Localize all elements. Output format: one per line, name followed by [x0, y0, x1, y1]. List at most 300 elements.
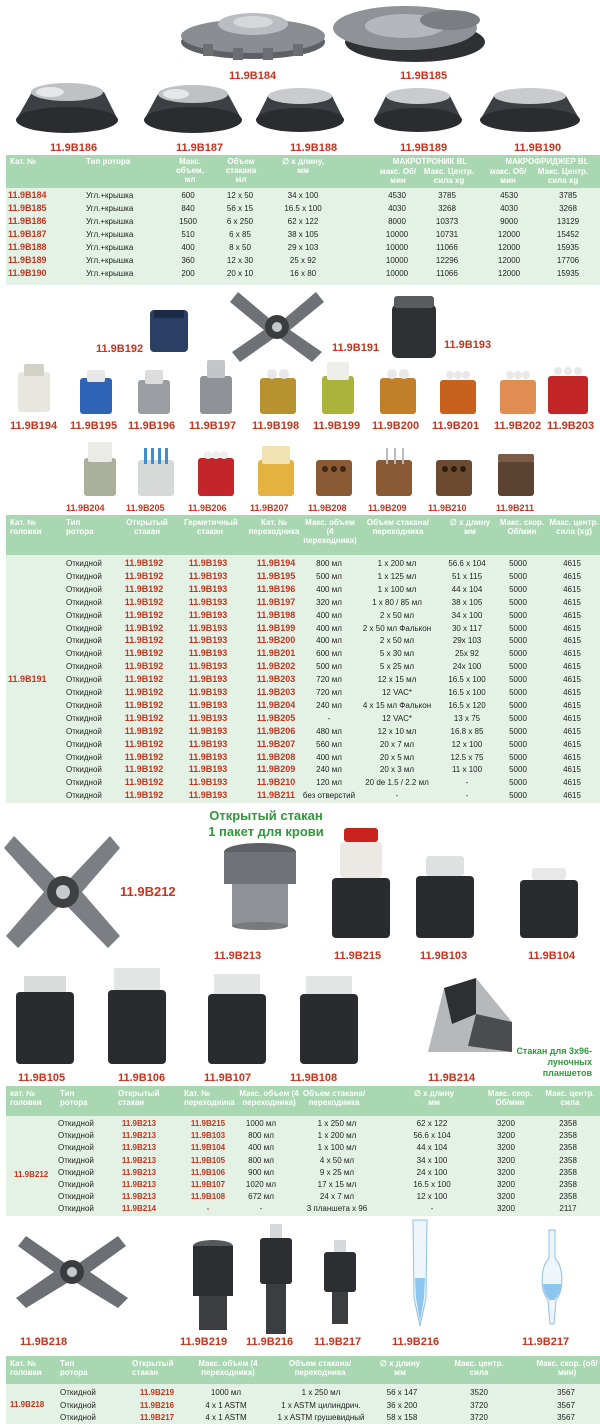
table-cell: 500 мл [316, 662, 342, 671]
col-header-cupvol: Объем стакана/ переходника [302, 1089, 366, 1107]
table-cell: Откидной [58, 1168, 94, 1177]
table-cell: 58 x 158 [386, 1413, 418, 1422]
table-cell: 2358 [559, 1168, 577, 1177]
table-cell: 11.9B216 [139, 1401, 175, 1410]
table-cell: 24 x 100 [416, 1168, 448, 1177]
table-cell: Откидной [58, 1192, 94, 1201]
table-cell: 3200 [497, 1192, 515, 1201]
table-cell: 12296 [435, 256, 459, 265]
table-cell: Откидной [66, 753, 102, 762]
table-cell: Откидной [66, 611, 102, 620]
table-cell: 11.9B188 [8, 242, 47, 252]
table-cell: 9000 [500, 217, 518, 226]
col-header-maxvol: Макс. объем, мл [175, 157, 205, 184]
image-label: 11.9B217 [314, 1336, 362, 1348]
table-cell: 1 x 100 мл [317, 1143, 357, 1152]
table-cell: 11.9B193 [188, 571, 228, 581]
table-cell: 11.9B213 [121, 1131, 157, 1140]
table-cell: 12 x 10 мл [377, 727, 417, 736]
table-cell: Откидной [58, 1131, 94, 1140]
adapter-icon [378, 366, 418, 416]
table-cell: 3200 [497, 1204, 515, 1213]
table-cell: 11.9B206 [256, 726, 296, 736]
rotor-icon [368, 86, 468, 138]
table-cell: 20 x 7 мл [379, 740, 415, 749]
table-cell: 11.9B192 [124, 700, 164, 710]
table-cell: 11.9B193 [188, 610, 228, 620]
table-cell: 8000 [388, 217, 406, 226]
table-cell: 5000 [509, 572, 527, 581]
table-cell: 11.9B202 [256, 661, 296, 671]
table-cell: 11.9B193 [188, 635, 228, 645]
adapter-icon [496, 452, 536, 498]
table-cell: 10000 [385, 243, 409, 252]
table-cell: 5000 [509, 778, 527, 787]
table-cell: 12000 [497, 243, 521, 252]
sealed-cup-icon [390, 294, 438, 360]
adapter-icon [438, 366, 478, 416]
table-cell: 4 x 50 мл [319, 1156, 355, 1165]
adapter-icon [314, 458, 354, 498]
table-cell: 11.9B213 [121, 1143, 157, 1152]
image-label: 11.9B201 [432, 420, 480, 432]
table-cell: 2358 [559, 1192, 577, 1201]
table-cell: 11.9B105 [190, 1156, 226, 1165]
table-cell: 3200 [497, 1168, 515, 1177]
table-cell: 11066 [436, 243, 458, 252]
table-cell: 240 мл [316, 701, 342, 710]
cup-tubes-icon [14, 976, 76, 1066]
cup-with-tube-icon [518, 868, 580, 940]
table-cell: 4030 [500, 204, 518, 213]
table-cell: 11.9B196 [256, 584, 296, 594]
rotor-icon [474, 86, 586, 138]
image-label: 11.9B196 [128, 420, 176, 432]
col-header-maxvol: Макс. объем (4 переходника) [239, 1089, 299, 1107]
table-cell: 11.9B203 [256, 687, 296, 697]
col-header-cat: Кат. № [10, 157, 37, 166]
table-cell: 11.9B192 [124, 713, 164, 723]
table-cell: 11.9B190 [8, 268, 47, 278]
blood-pack-caption: 1 пакет для крови [208, 824, 324, 839]
table-cell: 2358 [559, 1131, 577, 1140]
table-cell: 5000 [509, 611, 527, 620]
table-cell: 400 мл [248, 1143, 274, 1152]
adapter-icon [198, 358, 234, 416]
table-cell: 5000 [509, 701, 527, 710]
col-header-maxvol: Макс. объем (4 переходника) [198, 1359, 258, 1377]
image-label: 11.9B217 [522, 1336, 570, 1348]
table-cell: без отверстий [302, 791, 356, 800]
col-header-dim: ∅ x длину мм [379, 1359, 421, 1377]
table-cell: 3200 [497, 1119, 515, 1128]
adapter-icon [320, 360, 356, 416]
table-cell: 56.6 x 104 [448, 559, 486, 568]
table-cell: 11.9B107 [190, 1180, 226, 1189]
table-cell: Откидной [66, 675, 102, 684]
table-cell: 11.9B108 [190, 1192, 226, 1201]
table-cell: 38 x 105 [451, 598, 483, 607]
table-cell: 11.9B192 [124, 597, 164, 607]
table-cell: 11.9B186 [8, 216, 47, 226]
table-cell: 11.9B189 [8, 255, 47, 265]
adapter-icon [258, 366, 298, 416]
table-cell: 16 x 80 [289, 269, 317, 278]
table-cell: 11.9B207 [256, 739, 296, 749]
table-cell: Откидной [58, 1119, 94, 1128]
table-cell: 5000 [509, 598, 527, 607]
table-cell: 3785 [438, 191, 456, 200]
table-cell: 1 x ASTM цилиндрич. [281, 1401, 361, 1410]
table-cell: 3268 [559, 204, 577, 213]
table-cell: 11.9B204 [256, 700, 296, 710]
table-cell: 11.9B193 [188, 752, 228, 762]
table-cell: 120 мл [316, 778, 342, 787]
table-cell: Откидной [66, 585, 102, 594]
adapter-icon [82, 440, 118, 498]
table-cell: 3268 [438, 204, 456, 213]
table-cell: 5000 [509, 753, 527, 762]
table-cell: 6 x 85 [229, 230, 251, 239]
table-cell: 2358 [559, 1143, 577, 1152]
table-cell: 11.9B213 [121, 1180, 157, 1189]
table-cell: 3520 [470, 1388, 488, 1397]
image-label: 11.9B204 [66, 503, 105, 513]
table-cell: Откидной [66, 791, 102, 800]
table-cell: 11.9B185 [8, 203, 47, 213]
table-cell: 400 мл [316, 585, 342, 594]
table-cell: 1 x ASTM грушевидный [277, 1413, 365, 1422]
table-cell: 400 мл [316, 753, 342, 762]
adapter-icon [78, 368, 114, 416]
table-cell: 4 x 1 ASTM [205, 1413, 247, 1422]
table-cell: 5000 [509, 636, 527, 645]
table-cell: 1 x 125 мл [377, 572, 417, 581]
col-header-force: Макс. центр. сила (xg) [549, 518, 599, 536]
table-cell: 38 x 105 [287, 230, 319, 239]
col-header-speed: Макс. скор. (об/мин) [536, 1359, 598, 1377]
col-header-open: Открытый стакан [118, 1089, 160, 1107]
table-cell: Откидной [66, 559, 102, 568]
table-cell: 400 мл [316, 624, 342, 633]
table-cell: 11.9B213 [121, 1168, 157, 1177]
table-cell: 36 x 200 [386, 1401, 418, 1410]
image-label: 11.9B105 [18, 1072, 66, 1084]
image-label: 11.9B186 [50, 142, 98, 154]
astm-cup-icon [320, 1240, 360, 1326]
head-cat-cell: 11.9B191 [8, 674, 47, 684]
table-cell: 800 мл [316, 559, 342, 568]
table-cell: 5000 [509, 585, 527, 594]
table-cell: 4615 [563, 585, 581, 594]
table-cell: 3200 [497, 1156, 515, 1165]
image-label: 11.9B206 [188, 503, 227, 513]
table-cell: 5 x 30 мл [379, 649, 415, 658]
col-header-group1: МАКРОТРОНИК BL [392, 157, 468, 166]
table-cell: 3200 [497, 1143, 515, 1152]
image-label: 11.9B103 [420, 950, 468, 962]
image-label: 11.9B195 [70, 420, 118, 432]
table-cell: - [465, 791, 469, 800]
table-cell: 5000 [509, 791, 527, 800]
col-header-force: Макс. центр. сила [454, 1359, 504, 1377]
table-cell: 11.9B193 [188, 558, 228, 568]
col-header-speed: Макс. скор. Об/мин [499, 518, 545, 536]
table-cell: Угл.+крышка [86, 230, 134, 239]
table-cell: 12000 [497, 269, 521, 278]
table-cell: 56.6 x 104 [413, 1131, 451, 1140]
image-label: 11.9B189 [400, 142, 448, 154]
col-header-speed: Макс. скор. Об/мин [487, 1089, 533, 1107]
table-cell: 720 мл [316, 688, 342, 697]
col-header-force: Макс. центр. сила [545, 1089, 595, 1107]
table-cell: Откидной [66, 727, 102, 736]
col-header-cupvol: Объем стакана/ переходника [288, 1359, 352, 1377]
table-cell: 44 x 104 [451, 585, 483, 594]
table-cell: 4615 [563, 572, 581, 581]
table-cell: Откидной [66, 624, 102, 633]
table-cell: 5000 [509, 765, 527, 774]
table-cell: 62 x 122 [287, 217, 319, 226]
table-cell: 12 x 15 мл [377, 675, 417, 684]
adapter-icon [498, 366, 538, 416]
table-cell: 56 x 147 [386, 1388, 418, 1397]
open-cup-title: Открытый стакан [209, 808, 323, 823]
table-cell: 13129 [556, 217, 580, 226]
rotor-lid-icon [178, 2, 328, 64]
col-header-sealed: Герметичный стакан [184, 518, 238, 536]
table-cell: 11 x 100 [451, 765, 483, 774]
col-header-dim: ∅ x длину мм [449, 518, 491, 536]
table-cell: 11.9B195 [256, 571, 296, 581]
table-cell: 4 x 15 мл Фалькон [362, 701, 432, 710]
table-cell: 3567 [557, 1401, 575, 1410]
col-header-adapter: Кат. № переходника [184, 1089, 235, 1107]
table-cell: 4615 [563, 598, 581, 607]
image-label: 11.9B209 [368, 503, 407, 513]
table-cell: 20 de 1.5 / 2.2 мл [365, 778, 429, 787]
image-label: 11.9B216 [392, 1336, 440, 1348]
table-cell: Откидной [60, 1401, 96, 1410]
col-header-dim: ∅ x длину мм [413, 1089, 455, 1107]
table-cell: 11.9B193 [188, 764, 228, 774]
table-cell: 11.9B193 [188, 777, 228, 787]
table-cell: Угл.+крышка [86, 256, 134, 265]
cup-tubes-icon [298, 976, 360, 1066]
image-label: 11.9B208 [308, 503, 347, 513]
table-cell: 10731 [435, 230, 459, 239]
table-cell: 10000 [385, 230, 409, 239]
table-cell: 5000 [509, 727, 527, 736]
table-cell: 4615 [563, 727, 581, 736]
image-label: 11.9B107 [204, 1072, 252, 1084]
table-cell: Откидной [58, 1156, 94, 1165]
table-cell: 4615 [563, 740, 581, 749]
col-header-type: Тип ротора [86, 157, 131, 166]
table-cell: 29x 103 [452, 636, 482, 645]
table-cell: 11.9B193 [188, 687, 228, 697]
table-cell: 17 x 15 мл [317, 1180, 357, 1189]
table-cell: 5000 [509, 649, 527, 658]
table-cell: 3200 [497, 1180, 515, 1189]
col-header-dim: ∅ x длину, мм [282, 157, 324, 175]
table-cell: 4615 [563, 701, 581, 710]
image-label: 11.9B104 [528, 950, 576, 962]
table-cell: 11.9B193 [188, 713, 228, 723]
table-cell: 4 x 1 ASTM [205, 1401, 247, 1410]
table-cell: 11.9B201 [256, 648, 296, 658]
image-label: 11.9B214 [428, 1072, 476, 1084]
table-cell: 15452 [556, 230, 580, 239]
image-label: 11.9B200 [372, 420, 420, 432]
image-label: 11.9B211 [496, 503, 535, 513]
table-cell: 560 мл [316, 740, 342, 749]
table-cell: 900 мл [248, 1168, 274, 1177]
adapter-icon [256, 444, 296, 498]
col-header-cat: Кат. № головки [10, 518, 42, 536]
table-cell: 11.9B193 [188, 597, 228, 607]
table-cell: 11.9B193 [188, 661, 228, 671]
table-cell: 2 x 50 мл Фалькон [362, 624, 432, 633]
table-cell: 11.9B213 [121, 1192, 157, 1201]
table-cell: 8 x 50 [229, 243, 251, 252]
table-cell: Откидной [58, 1143, 94, 1152]
table-cell: 2 x 50 мл [379, 636, 415, 645]
table-cell: 11.9B192 [124, 648, 164, 658]
image-label: 11.9B185 [400, 70, 448, 82]
table-cell: 12.5 x 75 [450, 753, 484, 762]
image-label: 11.9B216 [246, 1336, 294, 1348]
image-label: 11.9B106 [118, 1072, 166, 1084]
image-label: 11.9B194 [10, 420, 58, 432]
table-cell: 3720 [470, 1401, 488, 1410]
table-cell: 16.8 x 85 [450, 727, 484, 736]
open-cup-icon [148, 306, 190, 354]
table-cell: 11.9B208 [256, 752, 296, 762]
pear-tube-icon [538, 1228, 566, 1326]
table-cell: 12000 [497, 230, 521, 239]
table-cell: 12 x 100 [416, 1192, 448, 1201]
table-cell: Угл.+крышка [86, 191, 134, 200]
image-label: 11.9B212 [120, 884, 176, 899]
image-label: 11.9B199 [313, 420, 361, 432]
table-cell: 11.9B192 [124, 764, 164, 774]
col-header-speed: макс. Об/мин [379, 167, 417, 185]
table-cell: 30 x 117 [451, 624, 483, 633]
table-cell: 11.9B219 [139, 1388, 175, 1397]
table-cell: 34 x 100 [287, 191, 319, 200]
table-cell: - [430, 1204, 434, 1213]
table-cell: - [206, 1204, 210, 1213]
table-cell: 11.9B193 [188, 700, 228, 710]
table-cell: 25 x 92 [289, 256, 317, 265]
rotor-icon [10, 82, 122, 138]
image-label: 11.9B202 [494, 420, 542, 432]
table-cell: 12 x 30 [226, 256, 254, 265]
table-cell: 5000 [509, 559, 527, 568]
col-header-open: Открытый стакан [126, 518, 168, 536]
table-cell: 10000 [385, 256, 409, 265]
table-cell: 20 x 5 мл [379, 753, 415, 762]
table-cell: 34 x 100 [451, 611, 483, 620]
image-label: 11.9B218 [20, 1336, 68, 1348]
table-cell: 5000 [509, 675, 527, 684]
rotor-cross-icon [228, 286, 326, 364]
table-cell: - [465, 778, 469, 787]
image-label: 11.9B219 [180, 1336, 228, 1348]
table-cell: 200 [181, 269, 195, 278]
table-cell: - [259, 1204, 263, 1213]
table-cell: 2358 [559, 1156, 577, 1165]
table-cell: Угл.+крышка [86, 269, 134, 278]
head-cat-cell: 11.9B218 [10, 1400, 45, 1409]
adapter-icon [546, 362, 590, 416]
image-label: 11.9B188 [290, 142, 338, 154]
col-header-cat: Кат. № головки [10, 1359, 42, 1377]
table-cell: 11.9B193 [188, 739, 228, 749]
table-cell: 11.9B192 [124, 661, 164, 671]
table-cell: 11.9B187 [8, 229, 47, 239]
table-cell: 12000 [497, 256, 521, 265]
plate-caption: Стакан для 3x96-луночных планшетов [516, 1046, 592, 1078]
table-cell: 4615 [563, 688, 581, 697]
adapter-icon [16, 362, 52, 414]
table-cell: 4615 [563, 662, 581, 671]
table-cell: 9 x 25 мл [319, 1168, 355, 1177]
rotor-icon [250, 86, 350, 138]
table-cell: 480 мл [316, 727, 342, 736]
table-cell: 11.9B192 [124, 558, 164, 568]
table-cell: 10000 [385, 269, 409, 278]
table-cell: 1 x 100 мл [377, 585, 417, 594]
table-cell: 11.9B104 [190, 1143, 226, 1152]
table-cell: 11.9B211 [256, 790, 296, 800]
table-cell: Откидной [66, 778, 102, 787]
table-cell: 5000 [509, 688, 527, 697]
open-cup-icon [222, 842, 298, 928]
adapter-icon [374, 446, 414, 498]
table-cell: 11.9B193 [188, 674, 228, 684]
table-cell: 4030 [388, 204, 406, 213]
table-cell: 16.5 x 120 [448, 701, 486, 710]
image-label: 11.9B184 [229, 70, 277, 82]
table-cell: Откидной [66, 572, 102, 581]
conical-tube-icon [410, 1218, 430, 1328]
table-cell: Откидной [66, 740, 102, 749]
table-cell: 3 планшета x 96 [306, 1204, 368, 1213]
table-cell: 11.9B192 [124, 790, 164, 800]
table-cell: 400 мл [316, 636, 342, 645]
image-label: 11.9B205 [126, 503, 165, 513]
image-label: 11.9B108 [290, 1072, 338, 1084]
table-cell: Откидной [66, 765, 102, 774]
image-label: 11.9B207 [250, 503, 289, 513]
adapter-icon [196, 446, 236, 498]
table-cell: 11.9B192 [124, 687, 164, 697]
table-cell: 12 VAC* [381, 688, 413, 697]
table-cell: 6 x 250 [226, 217, 254, 226]
table-cell: 4615 [563, 649, 581, 658]
table-cell: 11.9B200 [256, 635, 296, 645]
table-cell: 4615 [563, 559, 581, 568]
table-cell: 11.9B205 [256, 713, 296, 723]
table-cell: 3567 [557, 1388, 575, 1397]
table-cell: 4615 [563, 624, 581, 633]
cup-with-bottle-icon [330, 828, 392, 940]
table-cell: 5 x 25 мл [379, 662, 415, 671]
table-cell: 5000 [509, 740, 527, 749]
table-cell: Откидной [66, 688, 102, 697]
